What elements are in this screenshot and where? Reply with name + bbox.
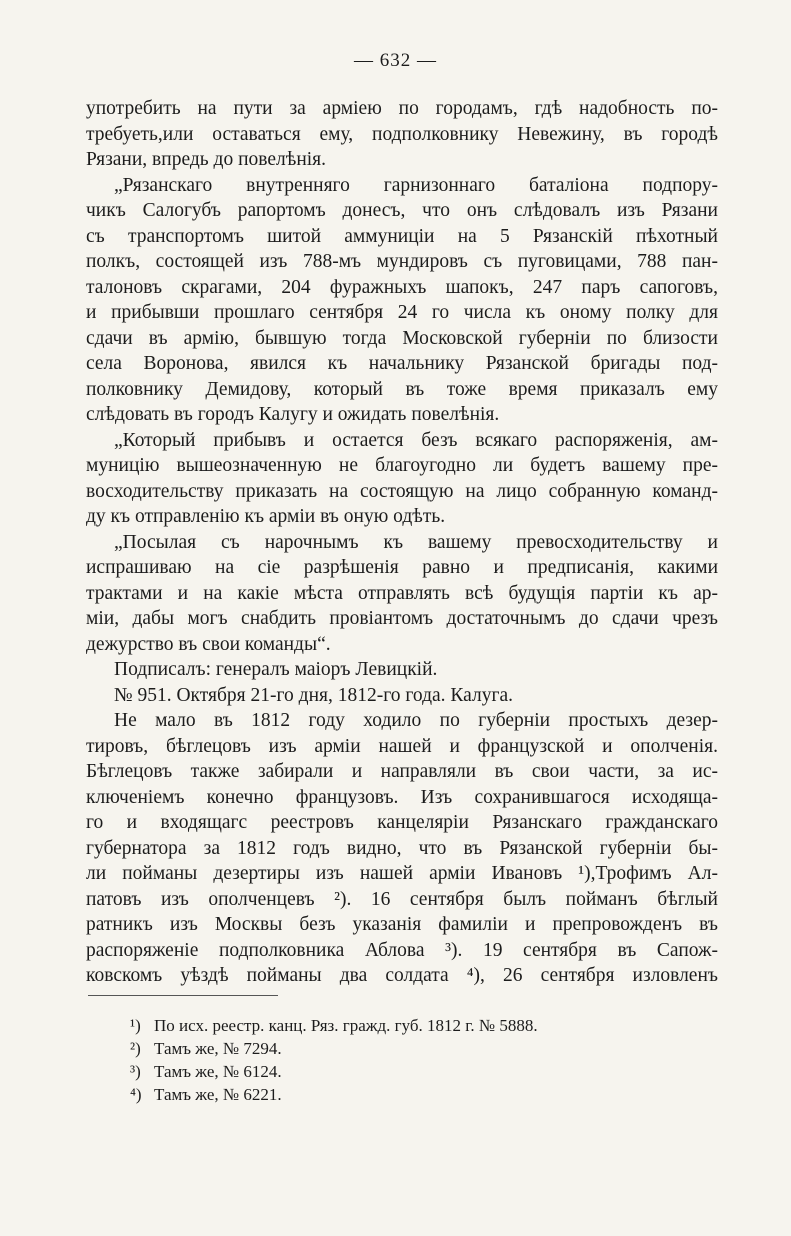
text-line: го и входящагс реестровъ канцеляріи Рязанскаго гражданскаго bbox=[86, 812, 718, 833]
footnote bbox=[130, 1060, 538, 1083]
text-line: Не мало въ 1812 году ходило по губерніи простыхъ дезер- bbox=[114, 710, 718, 731]
text-line: съ транспортомъ шитой аммуниціи на 5 Рязанскій пѣхотный bbox=[86, 225, 718, 247]
text-line: полкъ, состоящей изъ 788-мъ мундировъ съ пуговицами, 788 пан- bbox=[86, 251, 718, 272]
text-line: полковнику Демидову, который въ тоже время приказалъ ему bbox=[86, 378, 718, 400]
text-line: муницію вышеозначенную не благоугодно ли будетъ вашему пре- bbox=[86, 455, 718, 476]
footnote-mark: ³) bbox=[130, 1062, 141, 1081]
text-line: талоновъ скрагами, 204 фуражныхъ шапокъ, 247 паръ сапоговъ, bbox=[86, 276, 718, 298]
text-line: патовъ изъ ополченцевъ ²). 16 сентября былъ пойманъ бѣглый bbox=[86, 888, 718, 910]
text-line: „Рязанскаго внутренняго гарнизоннаго баталіона подпору- bbox=[114, 174, 718, 196]
footnote bbox=[130, 1083, 538, 1106]
text-line: ду къ отправленію къ арміи въ оную одѣть. bbox=[86, 506, 446, 527]
text-line: губернатора за 1812 годъ видно, что въ Рязанской губерніи бы- bbox=[86, 837, 718, 859]
footnote-divider bbox=[88, 995, 278, 996]
text-line: Бѣглецовъ также забирали и направляли въ свои части, за ис- bbox=[86, 761, 718, 782]
text-line: восходительству приказать на состоящую на лицо собранную команд- bbox=[86, 480, 718, 502]
text-line: дежурство въ свои команды“. bbox=[86, 633, 331, 655]
text-line: ковскомъ уѣздѣ пойманы два солдата ⁴), 26 сентября изловленъ bbox=[86, 965, 718, 986]
text-line: ли пойманы дезертиры изъ нашей арміи Ивановъ ¹),Трофимъ Ал- bbox=[86, 863, 718, 884]
text-line: ратникъ изъ Москвы безъ указанія фамиліи и препровожденъ въ bbox=[86, 914, 718, 935]
page-number: — 632 — bbox=[354, 50, 437, 71]
text-line: села Воронова, явился къ начальнику Рязанской бригады под- bbox=[86, 353, 718, 374]
footnote-text: По исх. реестр. канц. Ряз. гражд. губ. 1812 г. № 5888. bbox=[154, 1016, 538, 1035]
text-line: требуеть,или оставаться ему, подполковнику Невежину, въ городѣ bbox=[86, 123, 718, 145]
footnote-mark: ¹) bbox=[130, 1016, 141, 1035]
main-text bbox=[86, 96, 718, 989]
text-line: Подписалъ: генералъ маіоръ Левицкій. bbox=[114, 659, 438, 680]
footnote-mark: ⁴) bbox=[130, 1085, 142, 1104]
text-line: испрашиваю на сіе разрѣшенія равно и предписанія, какими bbox=[86, 557, 718, 578]
text-line: сдачи въ армію, бывшую тогда Московской губерніи по близости bbox=[86, 327, 718, 349]
text-line: ключеніемъ конечно французовъ. Изъ сохранившагося исходяща- bbox=[86, 786, 718, 808]
text-line: трактами и на какіе мѣста отправлять всѣ будущія партіи къ ар- bbox=[86, 582, 718, 604]
text-line: № 951. Октября 21-го дня, 1812-го года. Калуга. bbox=[114, 684, 513, 706]
footnote-mark: ²) bbox=[130, 1039, 141, 1058]
footnote-text: Тамъ же, № 6124. bbox=[154, 1062, 282, 1081]
text-line: тировъ, бѣглецовъ изъ арміи нашей и французской и ополченія. bbox=[86, 735, 718, 757]
text-line: распоряженіе подполковника Аблова ³). 19 сентября въ Сапож- bbox=[86, 939, 718, 961]
text-line: и прибывши прошлаго сентября 24 го числа къ оному полку для bbox=[86, 302, 718, 323]
text-line: чикъ Салогубъ рапортомъ донесъ, что онъ слѣдовалъ изъ Рязани bbox=[86, 200, 718, 221]
text-line: „Который прибывъ и остается безъ всякаго распоряженія, ам- bbox=[114, 429, 718, 451]
footnote bbox=[130, 1014, 538, 1037]
text-line: Рязани, впредь до повелѣнія. bbox=[86, 149, 327, 170]
text-line: употребить на пути за арміею по городамъ, гдѣ надобность по- bbox=[86, 98, 718, 119]
footnote-text: Тамъ же, № 7294. bbox=[154, 1039, 282, 1058]
text-line: міи, дабы могъ снабдить провіантомъ достаточнымъ до сдачи чрезъ bbox=[86, 608, 718, 629]
text-line: слѣдовать въ городъ Калугу и ожидать повелѣнія. bbox=[86, 404, 500, 425]
footnotes bbox=[130, 1014, 538, 1106]
footnote bbox=[130, 1037, 538, 1060]
text-line: „Посылая съ нарочнымъ къ вашему превосходительству и bbox=[114, 531, 718, 553]
footnote-text: Тамъ же, № 6221. bbox=[154, 1085, 282, 1104]
